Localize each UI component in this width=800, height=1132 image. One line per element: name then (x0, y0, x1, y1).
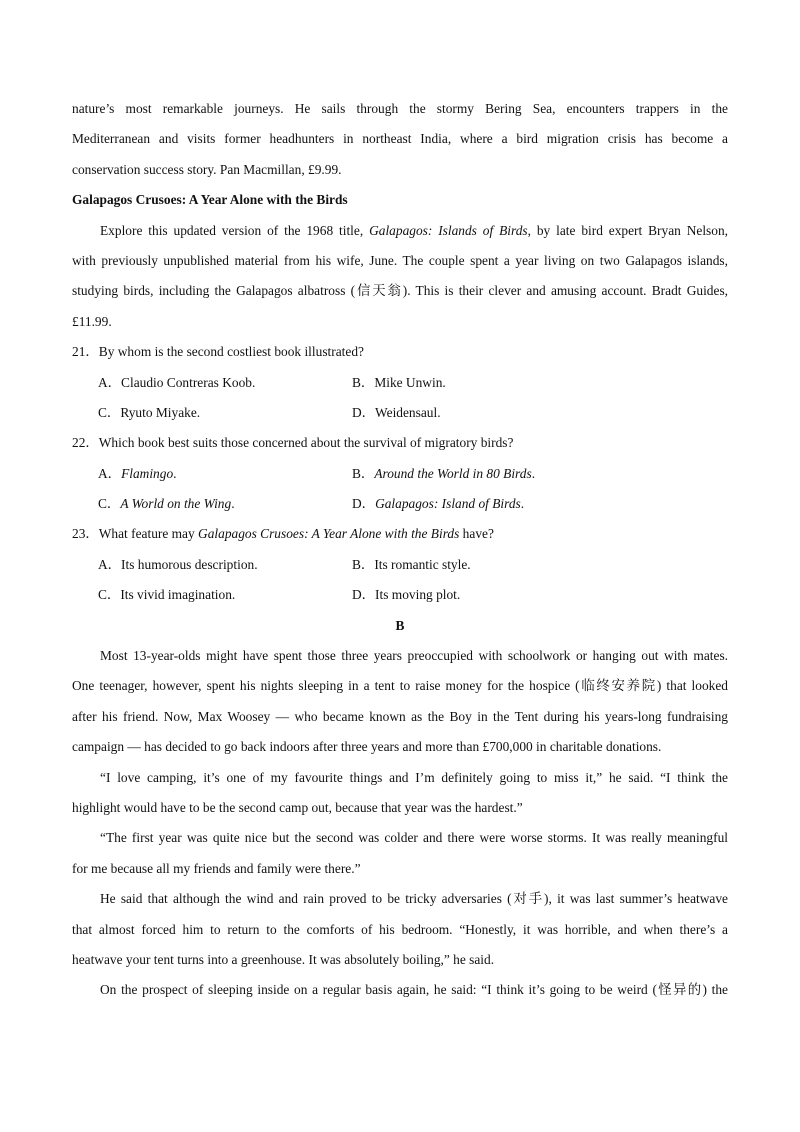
q22-option-b-title: Around the World in 80 Birds (374, 465, 532, 481)
q22-option-a-letter: A． (98, 465, 122, 481)
passage-b-line-10: that almost forced him to return to the comforts of his bedroom. “Honestly, it was horrible, and when there’s a (72, 921, 728, 937)
question-23-options-row-2 (72, 580, 728, 610)
galapagos-line-2: with previously unpublished material from his wife, June. The couple spent a year living on two Galapagos islands, (72, 252, 728, 268)
q23-option-c: C．Its vivid imagination. (98, 587, 236, 603)
q22-option-a (98, 459, 352, 489)
passage-b-line-9: He said that although the wind and rain proved to be tricky adversaries (对手), it was last summer’s heatwave (100, 891, 728, 907)
q23-option-a: A．Its humorous description. (98, 556, 258, 572)
q21-option-d: D．Weidensaul. (352, 404, 441, 420)
question-23-options-row-1 (72, 550, 728, 580)
galapagos-title: Galapagos: Islands of Birds (369, 222, 528, 238)
question-21-options-row-2 (72, 398, 728, 428)
galapagos-line-4: £11.99. (72, 313, 112, 329)
section-b-label: B (395, 617, 405, 633)
q21-option-a: A．Claudio Contreras Koob. (98, 374, 256, 390)
q22-option-a-end: . (173, 465, 177, 481)
q23-stem-b: have? (459, 526, 494, 542)
q22-option-c-title: A World on the Wing (120, 496, 232, 512)
passage-b-line-4: campaign — has decided to go back indoors after three years and more than £700,000 in charitable donations. (72, 739, 662, 755)
intro-line-1: nature’s most remarkable journeys. He sails through the stormy Bering Sea, encounters trappers in the (72, 101, 728, 116)
q22-option-b-letter: B． (352, 465, 375, 481)
passage-b-line-3: after his friend. Now, Max Woosey — who became known as the Boy in the Tent during his years-long fundraising (72, 708, 728, 724)
q23-option-b: B．Its romantic style. (352, 556, 471, 572)
passage-b-line-11: heatwave your tent turns into a greenhouse. It was absolutely boiling,” he said. (72, 951, 495, 967)
intro-line-2: Mediterranean and visits former headhunters in northeast India, where a bird migration crisis has become a (72, 131, 728, 147)
q23-stem-a: 23．What feature may (72, 526, 199, 542)
passage-b-line-7: “The first year was quite nice but the second was colder and there were worse storms. It was really meaningful (100, 830, 728, 846)
q22-option-c-end: . (231, 496, 235, 512)
galapagos-line-1-c: , by late bird expert Bryan Nelson, (527, 222, 729, 238)
galapagos-line-1-a: Explore this updated version of the 1968 title, (100, 222, 370, 238)
passage-b-line-5: “I love camping, it’s one of my favourite things and I’m definitely going to miss it,” he said. “I think the (100, 769, 728, 785)
question-21-options-row-1 (72, 368, 728, 398)
intro-line-3: conservation success story. Pan Macmillan, £9.99. (72, 161, 342, 177)
q22-option-b-end: . (531, 465, 536, 481)
q22-option-d-title: Galapagos: Island of Birds (375, 496, 521, 512)
passage-b-line-6: highlight would have to be the second camp out, because that year was the hardest.” (72, 799, 523, 815)
galapagos-line-3: studying birds, including the Galapagos albatross (信天翁). This is their clever and amusing account. Bradt Guides, (72, 283, 728, 299)
book-heading: Galapagos Crusoes: A Year Alone with the Birds (72, 192, 348, 208)
q21-option-c: C．Ryuto Miyake. (98, 404, 201, 420)
q22-option-d-letter: D． (352, 496, 376, 512)
question-22-stem: 22．Which book best suits those concerned about the survival of migratory birds? (72, 435, 514, 451)
q22-option-c-letter: C． (98, 496, 121, 512)
passage-b-line-8: for me because all my friends and family were there.” (72, 860, 361, 876)
question-22-options-row-1 (72, 459, 728, 489)
question-23-stem (72, 519, 728, 549)
q21-option-b: B．Mike Unwin. (352, 374, 446, 390)
passage-b-line-12: On the prospect of sleeping inside on a regular basis again, he said: “I think it’s going to be weird (怪异的) the (100, 982, 728, 998)
passage-b-line-1: Most 13-year-olds might have spent those three years preoccupied with schoolwork or hanging out with mates. (100, 648, 728, 664)
galapagos-line-1 (72, 216, 728, 246)
q22-option-b (352, 459, 652, 489)
q22-option-c (98, 489, 352, 519)
document-page (72, 94, 728, 1006)
q22-option-a-title: Flamingo (121, 465, 174, 481)
question-21-stem: 21．By whom is the second costliest book illustrated? (72, 344, 364, 360)
q22-option-d (352, 489, 652, 519)
q22-option-d-end: . (520, 496, 525, 512)
passage-b-line-2: One teenager, however, spent his nights sleeping in a tent to raise money for the hospice (临终安养院) that looked (72, 678, 728, 694)
question-22-options-row-2 (72, 489, 728, 519)
q23-stem-title: Galapagos Crusoes: A Year Alone with the Birds (198, 526, 460, 542)
q23-option-d: D．Its moving plot. (352, 587, 461, 603)
